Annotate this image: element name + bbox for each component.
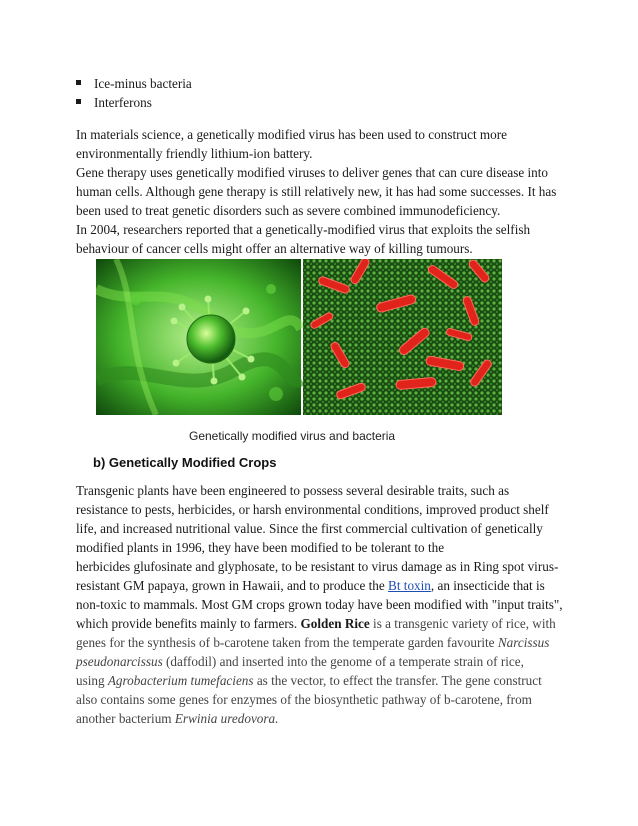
text-line: Gene therapy uses genetically modified viruses to deliver genes that can cure disease into [76,165,549,180]
virus-image [96,259,301,415]
text-line [76,652,564,671]
text-line [76,576,564,595]
figure-virus-bacteria [96,259,502,415]
text-span: as the vector, to effect the transfer. The gene construct [253,673,542,688]
species-name: Erwinia uredovora. [174,711,279,726]
species-name: Narcissus [497,635,550,650]
text-span: is a transgenic variety of rice, with [369,616,556,631]
text-line [76,671,564,690]
text-line: environmentally friendly lithium-ion battery. [76,146,313,161]
section-heading: b) Genetically Modified Crops [93,455,277,470]
bacteria-image [303,259,502,415]
text-span: , an insecticide that is [430,578,545,593]
text-span: using [76,673,108,688]
text-line: human cells. Although gene therapy is still relatively new, it has had some successes. It has [76,184,557,199]
bullet-list [76,74,192,112]
text-span: which provide benefits mainly to farmers. [76,616,301,631]
text-line: In materials science, a genetically modified virus has been used to construct more [76,127,508,142]
bullet-icon [76,80,81,85]
text-line: Transgenic plants have been engineered to possess several desirable traits, such as [76,483,510,498]
text-span: genes for the synthesis of b-carotene taken from the temperate garden favourite [76,635,498,650]
text-line: resistance to pests, herbicides, or harsh environmental conditions, improved product shelf [76,502,549,517]
text-span: (daffodil) and inserted into the genome of a temperate strain of rice, [162,654,524,669]
text-line: non-toxic to mammals. Most GM crops grown today have been modified with "input traits", [76,597,563,612]
paragraph-cancer-virus [76,220,556,258]
text-line: also contains some genes for enzymes of the biosynthetic pathway of b-carotene, from [76,692,532,707]
golden-rice-term: Golden Rice [300,616,370,631]
text-span: resistant GM papaya, grown in Hawaii, and to produce the [76,578,389,593]
text-line [76,633,564,652]
text-line [76,614,564,633]
figure-image [96,259,502,415]
paragraph-materials-science [76,125,556,163]
paragraph-gene-therapy [76,163,556,220]
bt-toxin-link[interactable]: Bt toxin [388,578,431,593]
text-line: behaviour of cancer cells might offer an alternative way of killing tumours. [76,241,473,256]
list-item-text: Ice-minus bacteria [94,76,192,91]
text-line [76,709,564,728]
species-name: pseudonarcissus [76,654,163,669]
text-line: herbicides glufosinate and glyphosate, to be resistant to virus damage as in Ring spot virus- [76,559,559,574]
list-item [76,93,192,112]
text-line: In 2004, researchers reported that a genetically-modified virus that exploits the selfish [76,222,531,237]
text-line: modified plants in 1996, they have been modified to be tolerant to the [76,540,445,555]
list-item [76,74,192,93]
text-span: another bacterium [76,711,175,726]
figure-caption: Genetically modified virus and bacteria [189,429,396,443]
text-line: been used to treat genetic disorders such as severe combined immunodeficiency. [76,203,501,218]
text-line: life, and increased nutritional value. Since the first commercial cultivation of genetically [76,521,543,536]
list-item-text: Interferons [94,95,152,110]
species-name: Agrobacterium tumefaciens [107,673,254,688]
bullet-icon [76,99,81,104]
paragraph-gm-crops [76,481,564,728]
